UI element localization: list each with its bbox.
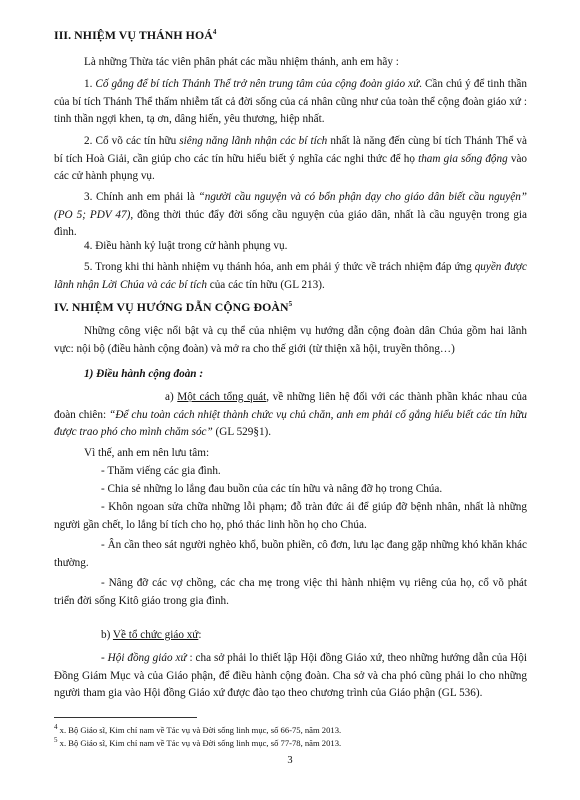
sanctify-item-5: 5. Trong khi thi hành nhiệm vụ thánh hóa, anh em phải ý thức về trách nhiệm đáp ứng quyền được lãnh nhận Lời Chúa và các bí tích của các tín hữu (GL 213). <box>54 261 527 291</box>
footnote-ref-4: 4 <box>212 28 217 37</box>
list-item: - Chia sẻ những lo lắng đau buồn của các tín hữu và nâng đỡ họ trong Chúa. <box>101 483 443 495</box>
paragraph-b-heading: b) Về tổ chức giáo xứ: <box>101 629 202 641</box>
section-3-heading: III. NHIỆM VỤ THÁNH HOÁ$^4$ <box>54 28 217 42</box>
sanctify-item-3: 3. Chính anh em phải là “người cầu nguyện và có bổn phận dạy cho giáo dân biết cầu nguyện” (PO 5; PDV 47), đồng thời thúc đẩy đời sống cầu nguyện của giáo dân, nhất là cầu nguyện trong gia đình. <box>54 191 528 238</box>
subheading-1: 1) Điều hành cộng đoàn : <box>84 368 204 380</box>
sanctify-item-2: 2. Cổ võ các tín hữu siêng năng lãnh nhận các bí tích nhất là năng đến cùng bí tích Thánh Thể và bí tích Hoà Giải, cần giúp cho các tín hữu hiểu biết ý nghĩa các nghi thức để họ tham gia sống động vào các cử hành phụng vụ. <box>54 135 528 182</box>
footnote-ref-5: 5 <box>288 300 293 309</box>
section-4-intro: Những công việc nổi bật và cụ thể của nhiệm vụ hướng dẫn cộng đoàn dân Chúa gồm hai lãnh vực: nội bộ (điều hành cộng đoàn) và mở ra cho thế giới (từ thiện xã hội, truyền thông…) <box>54 325 527 355</box>
section-4-heading: IV. NHIỆM VỤ HƯỚNG DẪN CỘNG ĐOÀN$^5$ <box>54 300 293 314</box>
footnote-5: $^5$ x. Bộ Giáo sĩ, Kim chỉ nam về Tác vụ và Đời sống linh mục, số 77-78, năm 2013. <box>54 736 342 748</box>
footnote-4: $^4$ x. Bộ Giáo sĩ, Kim chỉ nam về Tác vụ và Đời sống linh mục, số 66-75, năm 2013. <box>54 723 342 735</box>
list-item: - Thăm viếng các gia đình. <box>101 465 221 477</box>
paragraph-a: a) Một cách tổng quát, về những liên hệ đối với các thành phần khác nhau của đoàn chiên: “Để chu toàn cách nhiệt thành chức vụ chủ chăn, anh em phải cố gắng hiểu biết các tín hữu được trao phó cho mình chăm sóc” (GL 529§1). <box>54 391 527 438</box>
list-item: - Khôn ngoan sửa chữa những lỗi phạm; đỗ tràn đức ái để giúp đỡ bệnh nhân, nhất là những người gần chết, lo lắng bí tích cho họ, phó thác linh hồn họ cho Chúa. <box>54 501 527 531</box>
section-3-intro: Là những Thừa tác viên phân phát các mầu nhiệm thánh, anh em hãy : <box>84 56 399 68</box>
sanctify-item-1: 1. Cố gắng để bí tích Thánh Thể trở nên trung tâm của cộng đoàn giáo xứ. Cần chú ý để tinh thần của bí tích Thánh Thể thấm nhiễm tất cả đời sống của cá nhân cũng như của toàn thể cộng đoàn giáo xứ : tinh thần ngợi khen, tạ ơn, dâng hiến, yêu thương, hiệp nhất. <box>54 78 527 125</box>
list-item: - Ân cần theo sát người nghèo khổ, buồn phiền, cô đơn, lưu lạc đang gặp những khó khăn khác thường. <box>54 539 527 569</box>
footnote-divider <box>54 717 197 718</box>
list-item: - Nâng đỡ các vợ chồng, các cha mẹ trong việc thi hành nhiệm vụ riêng của họ, cổ võ phát triển đời sống Kitô giáo trong gia đình. <box>54 577 527 607</box>
parish-council-paragraph: - Hội đồng giáo xứ : cha sở phải lo thiết lập Hội đồng Giáo xứ, theo những hướng dẫn của Hội Đồng Giám Mục và của Giáo phận, để điều hành cộng đoàn. Cha sở và cha phó cũng phải lo cho những người tham gia vào Hội đồng Giáo xứ được đào tạo theo chương trình của Giáo phận (GL 536). <box>54 652 527 699</box>
page-number: 3 <box>287 755 293 766</box>
sanctify-item-4: 4. Điều hành kỷ luật trong cử hành phụng vụ. <box>84 240 288 252</box>
attention-intro: Vì thế, anh em nên lưu tâm: <box>84 447 210 459</box>
